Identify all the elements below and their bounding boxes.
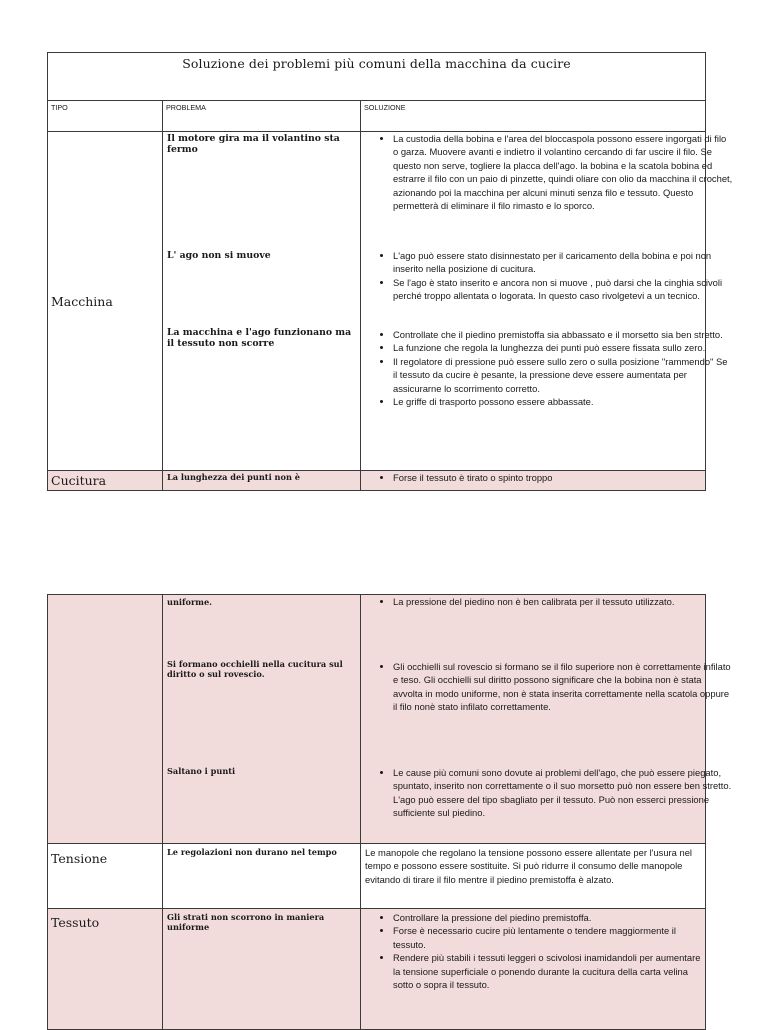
list-item: • Gli occhielli sul rovescio si formano se il filo superiore non è correttamente infilato e teso. Gli occhielli sul diritto possono significare che la bobina non è stata avvolta in modo uniforme, non è stata inserita correttamente nella scatola oppure il filo nonè stato infilato correttamente. (393, 660, 733, 714)
soluzione-list-lunghezza (361, 471, 705, 484)
problema-strati: Gli strati non scorrono in maniera uniforme (167, 912, 325, 932)
list-item: • Rendere più stabili i tessuti leggeri o scivolosi inamidandoli per aumentare la tensione superficiale o ponendo durante la cucitura della carta velina sotto o sopra il tessuto. (393, 951, 705, 991)
list-item: • Le griffe di trasporto possono essere abbassate. (393, 395, 733, 408)
tipo-tensione-cell (48, 844, 163, 909)
tipo-cucitura: Cucitura (51, 473, 107, 488)
problema-lunghezza: La lunghezza dei punti non è (167, 472, 300, 482)
list-item: • Controllare la pressione del piedino premistoffa. (393, 911, 705, 924)
soluzione-list-pressione (361, 595, 733, 608)
problema-occhielli: Si formano occhielli nella cucitura sul diritto o sul rovescio. (167, 659, 343, 679)
soluzione-list-saltano (361, 766, 733, 820)
problema-motore: Il motore gira ma il volantino sta fermo (167, 133, 340, 155)
soluzione-column-macchina (361, 132, 733, 471)
soluzione-list-motore (361, 132, 733, 212)
header-problema: PROBLEMA (163, 101, 361, 132)
problema-lunghezza-cell (163, 471, 361, 491)
problema-tessuto-non-scorre: La macchina e l'ago funzionano ma il tessuto non scorre (167, 327, 352, 349)
problema-tessuto-cell (163, 909, 361, 1030)
tipo-cucitura-cell (48, 471, 163, 491)
problema-uniforme: uniforme. (167, 597, 213, 607)
header-tipo: TIPO (48, 101, 163, 132)
list-item: • Il regolatore di pressione può essere sullo zero o sulla posizione "rammendo" Se il tessuto da cucire è pesante, la pressione deve essere aumentata per assicurarne lo scorrimento corretto. (393, 355, 733, 395)
list-item: • La pressione del piedino non è ben calibrata per il tessuto utilizzato. (393, 595, 733, 608)
soluzione-list-tessuto (361, 328, 733, 408)
header-soluzione: SOLUZIONE (361, 101, 706, 132)
soluzione-column-cucitura (361, 595, 732, 844)
soluzione-tessuto-cell (361, 909, 706, 1030)
soluzione-lunghezza-cell (361, 471, 706, 491)
problema-saltano-punti: Saltano i punti (167, 766, 236, 776)
table-title-cell (48, 53, 706, 101)
list-item: • Controllate che il piedino premistoffa sia abbassato e il morsetto sia ben stretto. (393, 328, 733, 341)
problema-column-macchina (163, 132, 361, 471)
problema-column-cucitura (163, 595, 361, 844)
list-item: • La custodia della bobina e l'area del bloccaspola possono essere ingorgati di filo o garza. Muovere avanti e indietro il volantino cercando di far uscire il filo. Se questo non serve, togliere la placca dell'ago. la bobina e la scatola bobina ed estrarre il filo con un paio di pinzette, quindi oliare con olio da macchina il crochet, azionando poi la macchina per alcuni minuti senza filo e tessuto. Questo permetterà di eliminare il filo rimasto e lo sporco. (393, 132, 733, 212)
list-item: • L'ago può essere stato disinnestato per il caricamento della bobina e poi non inserito nella posizione di cucitura. (393, 249, 733, 276)
soluzione-list-occhielli (361, 660, 733, 714)
problema-ago: L' ago non si muove (167, 250, 271, 261)
soluzione-tensione: Le manopole che regolano la tensione possono essere allentate per l'usura nel tempo e possono essere sostituite. Si può ridurre il consumo delle manopole evitando di tirare il filo mentre il piedino premistoffa è alzato. (365, 847, 693, 885)
tipo-macchina-cell (48, 132, 163, 471)
table-title: Soluzione dei problemi più comuni della macchina da cucire (182, 56, 571, 71)
list-item: • La funzione che regola la lunghezza dei punti può essere fissata sullo zero. (393, 341, 733, 354)
tipo-tessuto-cell (48, 909, 163, 1030)
tipo-cucitura-cont-cell (48, 595, 163, 844)
list-item: • Se l'ago è stato inserito e ancora non si muove , può darsi che la cinghia scivoli perché troppo allentata o logorata. In questo caso rivolgetevi a un tecnico. (393, 276, 733, 303)
problema-regolazioni: Le regolazioni non durano nel tempo (167, 847, 337, 857)
troubleshooting-table-2 (47, 594, 732, 1030)
tipo-tensione: Tensione (51, 851, 108, 866)
troubleshooting-table-1 (47, 52, 733, 491)
list-item: • Le cause più comuni sono dovute ai problemi dell'ago, che può essere piegato, spuntato, inserito non correttamente o il suo morsetto può non essere ben stretto. L'ago può essere del tipo sbagliato per il tessuto. Può non esserci pressione sufficiente sul piedino. (393, 766, 733, 820)
list-item: • Forse è necessario cucire più lentamente o tendere maggiormente il tessuto. (393, 924, 705, 951)
problema-tensione-cell (163, 844, 361, 909)
soluzione-tensione-cell (361, 844, 706, 909)
soluzione-list-strati (361, 909, 705, 991)
tipo-macchina: Macchina (51, 293, 113, 309)
list-item: • Forse il tessuto è tirato o spinto troppo (393, 471, 705, 484)
tipo-tessuto: Tessuto (51, 915, 100, 930)
soluzione-list-ago (361, 249, 733, 303)
